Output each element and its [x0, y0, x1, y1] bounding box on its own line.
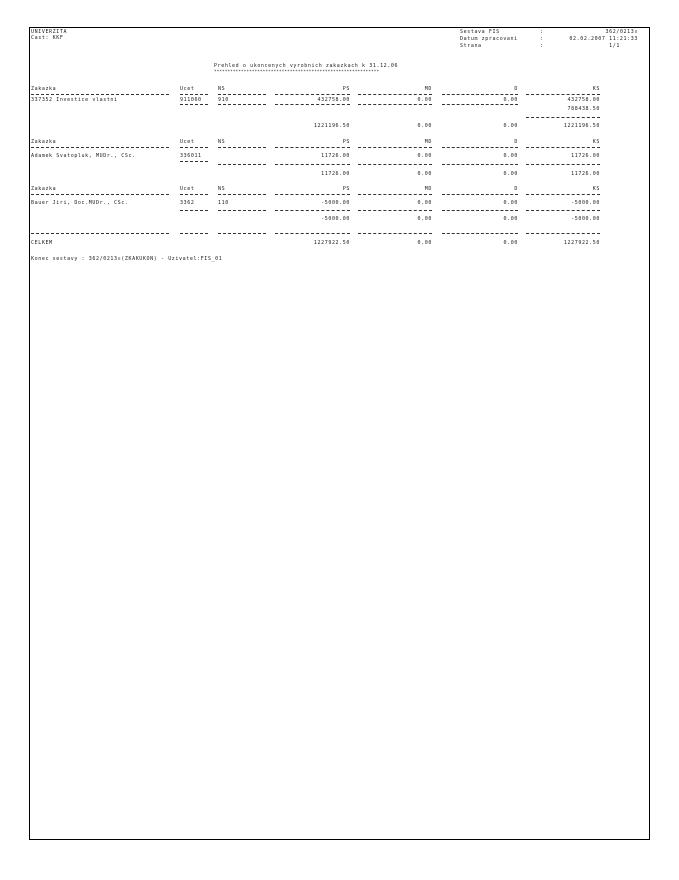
date-colon: :	[540, 36, 544, 42]
block2-ks: 11726.00	[571, 153, 600, 159]
total-md: 0.00	[417, 240, 432, 246]
report-page	[29, 27, 650, 840]
col-ns: NS	[218, 186, 226, 192]
col-zakazka: Zakazka	[31, 139, 57, 145]
block3-sum-ps: -5000.00	[321, 216, 350, 222]
col-ps: PS	[342, 186, 350, 192]
page-label: Strana	[460, 43, 482, 49]
block1-sum-ks: 1221196.50	[563, 123, 600, 129]
block1-sum-ps: 1221196.50	[313, 123, 350, 129]
block3-sum-md: 0.00	[417, 216, 432, 222]
block2-sum-md: 0.00	[417, 171, 432, 177]
block1-sum-md: 0.00	[417, 123, 432, 129]
date-value: 02.02.2007 11:21:33	[569, 36, 638, 42]
block3-sum-ks: -5000.00	[571, 216, 600, 222]
block1-ns: 910	[218, 97, 229, 103]
block2-ps: 11726.00	[321, 153, 350, 159]
block1-d: 0.00	[503, 97, 518, 103]
total-ks: 1227922.50	[563, 240, 600, 246]
block3-ps: -5000.00	[321, 200, 350, 206]
block2-ucet: 336011	[180, 153, 202, 159]
date-label: Datum zpracovani	[460, 36, 518, 42]
report-value: 362/0213¤	[605, 29, 638, 35]
col-ks: KS	[592, 139, 600, 145]
col-ks: KS	[592, 86, 600, 92]
title-underline: *************************************************************	[214, 69, 380, 74]
block3-ucet: 3362	[180, 200, 195, 206]
col-ns: NS	[218, 139, 226, 145]
col-ucet: Ucet	[180, 139, 195, 145]
block3-md: 0.00	[417, 200, 432, 206]
total-ps: 1227922.50	[313, 240, 350, 246]
col-d: D	[514, 139, 518, 145]
page-value: 1/1	[609, 43, 620, 49]
report-title: Prehled o ukoncenych vyrobnich zakazkach k 31.12.06	[214, 63, 399, 69]
col-ns: NS	[218, 86, 226, 92]
block2-d: 0.00	[503, 153, 518, 159]
block2-sum-ps: 11726.00	[321, 171, 350, 177]
col-ks: KS	[592, 186, 600, 192]
page-colon: :	[540, 43, 544, 49]
col-ps: PS	[342, 86, 350, 92]
block3-ns: 110	[218, 200, 229, 206]
report-footer: Konec sestavy : 362/0213¤(ZKAKUKON) - Uzivatel:FIS_01	[31, 256, 223, 262]
col-ucet: Ucet	[180, 186, 195, 192]
block2-sum-d: 0.00	[503, 171, 518, 177]
col-ps: PS	[342, 139, 350, 145]
col-zakazka: Zakazka	[31, 186, 57, 192]
block1-name: 337352 Investice vlastni	[31, 97, 118, 103]
col-zakazka: Zakazka	[31, 86, 57, 92]
block3-sum-d: 0.00	[503, 216, 518, 222]
total-label: CELKEM	[31, 240, 53, 246]
org-name: UNIVERZITA	[31, 29, 68, 35]
col-md: MD	[424, 139, 432, 145]
col-md: MD	[424, 86, 432, 92]
block2-sum-ks: 11726.00	[571, 171, 600, 177]
report-colon: :	[540, 29, 544, 35]
col-ucet: Ucet	[180, 86, 195, 92]
block1-ucet: 911060	[180, 97, 202, 103]
block1-ks: 432758.00	[567, 97, 600, 103]
col-d: D	[514, 186, 518, 192]
org-part: Cast: KKF	[31, 35, 64, 41]
block3-d: 0.00	[503, 200, 518, 206]
total-d: 0.00	[503, 240, 518, 246]
report-label: Sestava FIS	[460, 29, 500, 35]
block2-name: Adamek Svatopluk, MUDr., CSc.	[31, 153, 136, 159]
col-d: D	[514, 86, 518, 92]
block3-ks: -5000.00	[571, 200, 600, 206]
block1-md: 0.00	[417, 97, 432, 103]
block3-name: Bauer Jiri, Doc.MUDr., CSc.	[31, 200, 129, 206]
block2-md: 0.00	[417, 153, 432, 159]
block1-ks2: 788438.50	[567, 106, 600, 112]
col-md: MD	[424, 186, 432, 192]
block1-sum-d: 0.00	[503, 123, 518, 129]
block1-ps: 432758.00	[317, 97, 350, 103]
